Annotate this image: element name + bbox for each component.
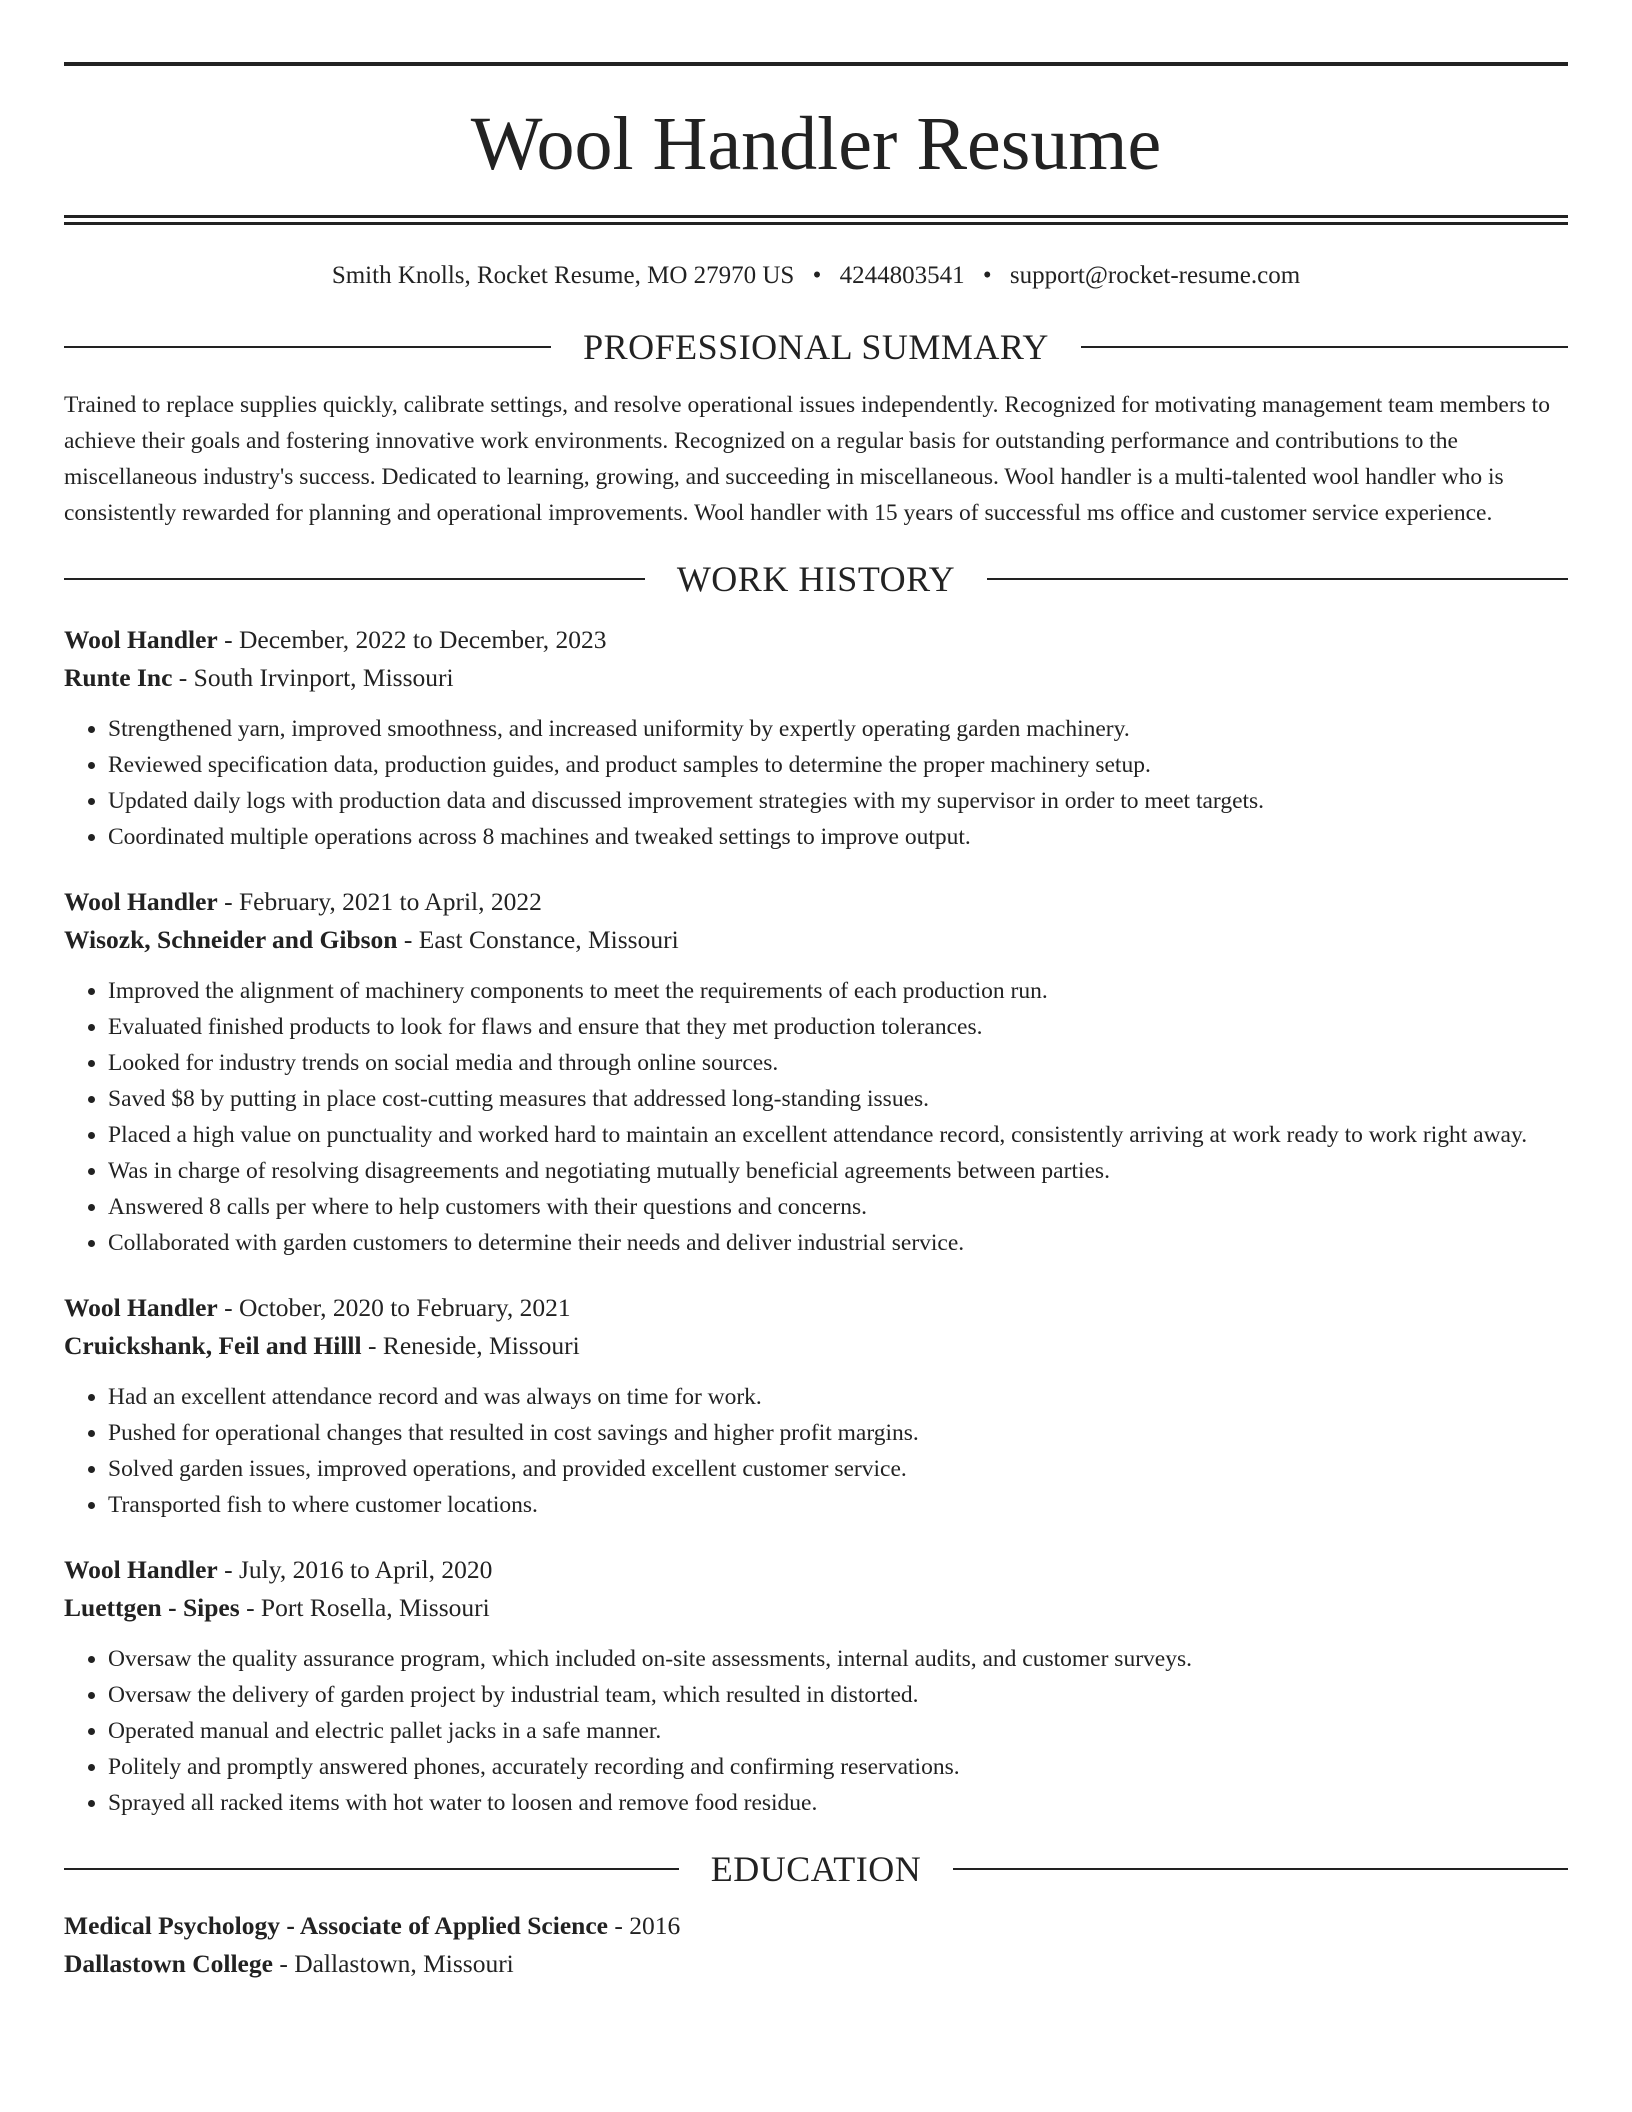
job-title-line <box>64 621 1568 659</box>
job-location: - Reneside, Missouri <box>361 1331 580 1360</box>
job-title-line <box>64 883 1568 921</box>
section-header-work <box>64 561 1568 597</box>
title-double-rule <box>64 215 1568 225</box>
list-item: • Oversaw the quality assurance program, which included on-site assessments, internal audits, and customer surveys. <box>108 1641 1568 1677</box>
job-entry <box>64 1551 1568 1821</box>
summary-text: Trained to replace supplies quickly, calibrate settings, and resolve operational issues independently. Recognized for motivating management team members to achieve their goals and fostering innovative work environments. Recognized on a regular basis for outstanding performance and contributions to the miscellaneous industry's success. Dedicated to learning, growing, and succeeding in miscellaneous. Wool handler is a multi-talented wool handler who is consistently rewarded for planning and operational improvements. Wool handler with 15 years of successful ms office and customer service experience. <box>64 392 1550 526</box>
job-dates: - July, 2016 to April, 2020 <box>217 1555 493 1584</box>
list-item: • Evaluated finished products to look for flaws and ensure that they met production tolerances. <box>108 1009 1568 1045</box>
job-entry <box>64 883 1568 1261</box>
job-title-line <box>64 1551 1568 1589</box>
list-item: • Answered 8 calls per where to help customers with their questions and concerns. <box>108 1189 1568 1225</box>
list-item: • Strengthened yarn, improved smoothness, and increased uniformity by expertly operating garden machinery. <box>108 711 1568 747</box>
list-item: • Placed a high value on punctuality and worked hard to maintain an excellent attendance record, consistently arriving at work ready to work right away. <box>108 1117 1568 1153</box>
education-year: - 2016 <box>607 1911 681 1940</box>
education-degree: Medical Psychology - Associate of Applied Science <box>64 1911 608 1940</box>
job-bullets <box>64 1641 1568 1821</box>
list-item: • Reviewed specification data, production guides, and product samples to determine the proper machinery setup. <box>108 747 1568 783</box>
work-history-list <box>64 621 1568 1821</box>
job-bullets <box>64 711 1568 855</box>
education-entry <box>64 1907 1568 1983</box>
list-item: • Updated daily logs with production data and discussed improvement strategies with my supervisor in order to meet targets. <box>108 783 1568 819</box>
section-title-summary: PROFESSIONAL SUMMARY <box>583 327 1049 367</box>
job-company: Wisozk, Schneider and Gibson <box>64 925 398 954</box>
list-item: • Pushed for operational changes that resulted in cost savings and higher profit margins. <box>108 1415 1568 1451</box>
section-title-work: WORK HISTORY <box>676 559 956 599</box>
list-item: • Collaborated with garden customers to determine their needs and deliver industrial service. <box>108 1225 1568 1261</box>
section-rule-right <box>987 578 1568 580</box>
job-bullets <box>64 973 1568 1261</box>
job-title: Wool Handler <box>64 625 218 654</box>
contact-line <box>64 261 1568 291</box>
job-entry <box>64 621 1568 855</box>
job-location: - Port Rosella, Missouri <box>239 1593 490 1622</box>
section-rule-right <box>1081 346 1568 348</box>
list-item: • Looked for industry trends on social media and through online sources. <box>108 1045 1568 1081</box>
job-bullets <box>64 1379 1568 1523</box>
job-title-line <box>64 1289 1568 1327</box>
contact-phone: 4244803541 <box>839 262 965 289</box>
job-entry <box>64 1289 1568 1523</box>
job-dates: - December, 2022 to December, 2023 <box>217 625 607 654</box>
resume-page <box>64 0 1568 1983</box>
job-dates: - October, 2020 to February, 2021 <box>217 1293 571 1322</box>
list-item: • Sprayed all racked items with hot water to loosen and remove food residue. <box>108 1785 1568 1821</box>
contact-address: Smith Knolls, Rocket Resume, MO 27970 US <box>331 262 795 289</box>
job-title: Wool Handler <box>64 887 218 916</box>
job-company: Runte Inc <box>64 663 173 692</box>
job-company-line <box>64 921 1568 959</box>
list-item: • Improved the alignment of machinery components to meet the requirements of each production run. <box>108 973 1568 1009</box>
resume-title: Wool Handler Resume <box>470 102 1162 186</box>
job-company-line <box>64 659 1568 697</box>
list-item: • Coordinated multiple operations across 8 machines and tweaked settings to improve output. <box>108 819 1568 855</box>
section-rule-left <box>64 346 551 348</box>
job-title: Wool Handler <box>64 1555 218 1584</box>
education-school: Dallastown College <box>64 1949 273 1978</box>
job-company: Cruickshank, Feil and Hilll <box>64 1331 362 1360</box>
section-header-summary <box>64 329 1568 365</box>
section-rule-left <box>64 1868 679 1870</box>
contact-separator: • <box>982 262 992 289</box>
education-school-line <box>64 1945 1568 1983</box>
list-item: • Transported fish to where customer locations. <box>108 1487 1568 1523</box>
job-company-line <box>64 1327 1568 1365</box>
contact-separator: • <box>812 262 822 289</box>
job-dates: - February, 2021 to April, 2022 <box>217 887 542 916</box>
section-title-education: EDUCATION <box>710 1849 922 1889</box>
contact-email: support@rocket-resume.com <box>1009 262 1301 289</box>
list-item: • Was in charge of resolving disagreements and negotiating mutually beneficial agreements between parties. <box>108 1153 1568 1189</box>
job-company: Luettgen - Sipes <box>64 1593 240 1622</box>
job-location: - East Constance, Missouri <box>397 925 679 954</box>
list-item: • Operated manual and electric pallet jacks in a safe manner. <box>108 1713 1568 1749</box>
job-company-line <box>64 1589 1568 1627</box>
job-location: - South Irvinport, Missouri <box>172 663 454 692</box>
job-title: Wool Handler <box>64 1293 218 1322</box>
education-degree-line <box>64 1907 1568 1945</box>
list-item: • Politely and promptly answered phones, accurately recording and confirming reservations. <box>108 1749 1568 1785</box>
list-item: • Solved garden issues, improved operations, and provided excellent customer service. <box>108 1451 1568 1487</box>
section-header-education <box>64 1851 1568 1887</box>
section-rule-left <box>64 578 645 580</box>
education-location: - Dallastown, Missouri <box>272 1949 514 1978</box>
list-item: • Saved $8 by putting in place cost-cutting measures that addressed long-standing issues. <box>108 1081 1568 1117</box>
list-item: • Oversaw the delivery of garden project by industrial team, which resulted in distorted. <box>108 1677 1568 1713</box>
list-item: • Had an excellent attendance record and was always on time for work. <box>108 1379 1568 1415</box>
section-rule-right <box>953 1868 1568 1870</box>
top-rule <box>64 62 1568 66</box>
